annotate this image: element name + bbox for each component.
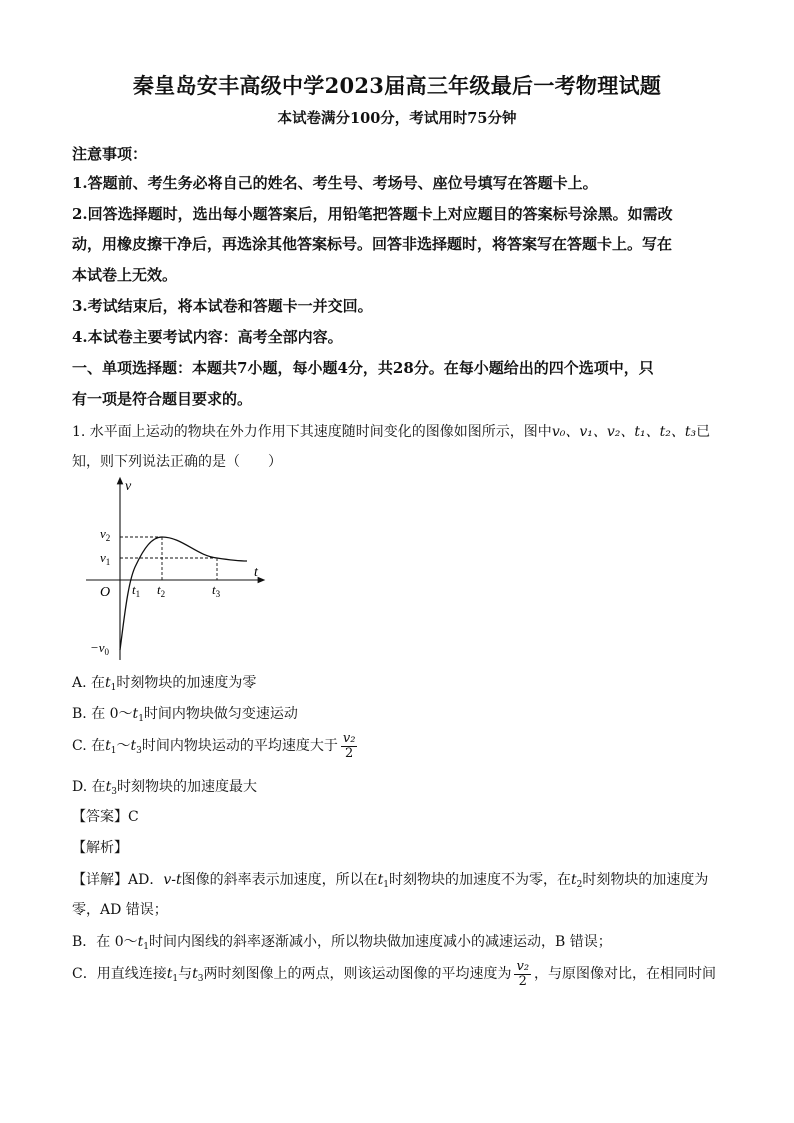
analysis-label: 【解析】 [72, 840, 128, 856]
notice-item-2-line-1: 2.回答选择题时，选出每小题答案后，用铅笔把答题卡上对应题目的答案标号涂黑。如需改 [72, 205, 673, 223]
t2-label: $t_2$ [157, 582, 166, 599]
exam-info: 本试卷满分100分，考试用时75分钟 [277, 110, 517, 127]
fraction-v2-over-2: $\frac{\text{v₂}}{2}$ [516, 959, 530, 989]
detail-line-2: 零，AD 错误； [72, 902, 168, 918]
t1-label: $t_1$ [132, 582, 141, 599]
fraction-v2-over-2: $\frac{\text{v₂}}{2}$ [342, 731, 356, 761]
option-a: A. 在$t_1$时刻物块的加速度为零 [72, 675, 257, 693]
notice-item-2-line-2: 动，用橡皮擦干净后，再选涂其他答案标号。回答非选择题时，将答案写在答题卡上。写在 [72, 235, 673, 253]
v-axis-label: v [125, 479, 132, 494]
question-1-stem-text: 1. 水平面上运动的物块在外力作用下其速度随时间变化的图像如图所示，图中 [72, 424, 552, 440]
v2-label: $v_2$ [100, 526, 111, 543]
question-1-stem-line-1 [72, 421, 710, 441]
notice-item-1: 1.答题前、考生务必将自己的姓名、考生号、考场号、座位号填写在答题卡上。 [72, 174, 598, 192]
section-heading-line-1: 一、单项选择题：本题共7小题，每小题4分，共28分。在每小题给出的四个选项中，只 [72, 359, 654, 377]
notice-heading: 注意事项： [72, 145, 148, 163]
page-title: 秦皇岛安丰高级中学2023届高三年级最后一考物理试题 [132, 73, 662, 98]
origin-label: O [100, 585, 111, 600]
v1-label: $v_1$ [100, 550, 111, 567]
option-d: D. 在$t_3$时刻物块的加速度最大 [72, 779, 258, 797]
detail-line-3: B．在 $0\sim t_1$时间内图线的斜率逐渐减小，所以物块做加速度减小的减速运动，B 错误； [72, 934, 612, 952]
t3-label: $t_3$ [212, 582, 221, 599]
option-b: B. 在 $0\sim t_1$时间内物块做匀变速运动 [72, 706, 298, 724]
t-axis-label: t [254, 565, 258, 580]
question-1-stem-end: 已 [696, 424, 711, 440]
option-c: C. 在$t_1\sim t_3$时间内物块运动的平均速度大于 $\frac{\text{v₂}}{2}$ [72, 731, 356, 761]
notice-item-2-line-3: 本试卷上无效。 [72, 266, 178, 284]
section-heading-line-2: 有一项是符合题目要求的。 [72, 390, 253, 408]
notice-item-4: 4.本试卷主要考试内容：高考全部内容。 [72, 328, 343, 346]
detail-line-4: C．用直线连接$t_1$与$t_3$两时刻图像上的两点，则该运动图像的平均速度为 $\frac{\text{v₂}}{2}$ ，与原图像对比，在相同时间 [72, 959, 717, 989]
neg-v0-label: $-v_0$ [90, 640, 110, 657]
notice-item-3: 3.考试结束后，将本试卷和答题卡一并交回。 [72, 297, 373, 315]
detail-line-1: 【详解】AD．v-t图像的斜率表示加速度，所以在$t_1$时刻物块的加速度不为零，在$t_2$时刻物块的加速度为 [72, 872, 709, 890]
question-1-stem-variables: v₀、v₁、v₂、t₁、t₂、t₃ [551, 424, 697, 440]
velocity-time-graph [82, 470, 282, 665]
question-1-stem-line-2: 知，则下列说法正确的是（ ） [72, 454, 282, 470]
answer-label: 【答案】C [72, 809, 139, 825]
